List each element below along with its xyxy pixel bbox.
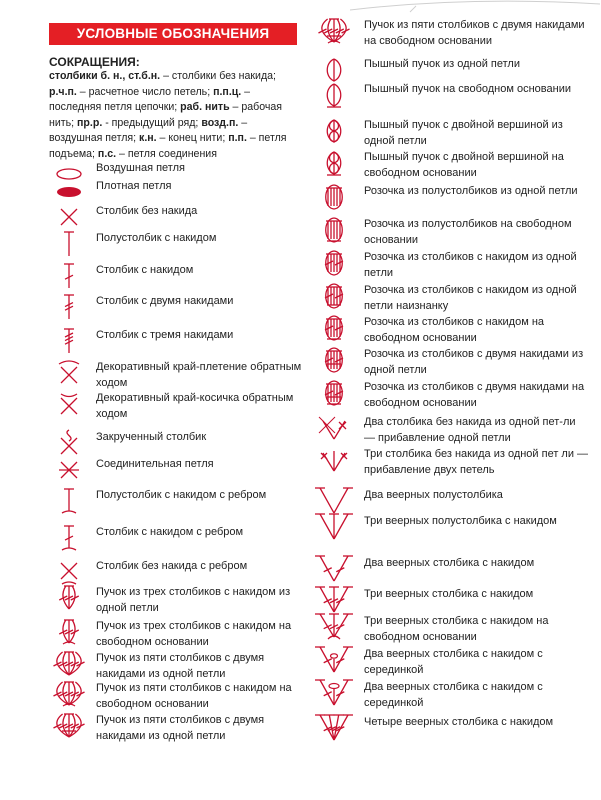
- symbol-label: Пучок из пяти столбиков с накидом на свободном основании: [96, 682, 292, 710]
- reverse-braid-edge-icon: [50, 358, 88, 388]
- symbol-label: Пышный пучок на свободном основании: [364, 83, 571, 95]
- symbol-label: Пучок из пяти столбиков с двумя накидами на свободном основании: [364, 19, 585, 47]
- cluster-3dc-free-base-icon: [50, 617, 88, 647]
- fan-2dc-middle-icon: [315, 645, 353, 675]
- symbol-label: Декоративный край-плетение обратным ходом: [96, 361, 302, 389]
- abbreviation-definition: – конец нити;: [156, 132, 229, 145]
- abbreviation-definition: – последняя петля цепочки;: [49, 85, 251, 114]
- fan-3hdc-icon: [315, 512, 353, 542]
- cluster-5tr-one-loop-2-icon: [50, 711, 88, 741]
- symbol-label: Воздушная петля: [96, 162, 185, 174]
- symbol-label: Два веерных столбика с накидом с серединкой: [364, 681, 543, 709]
- abbreviation-term: п.п.: [228, 132, 247, 145]
- abbreviation-definition: – расчетное число петель;: [76, 85, 214, 98]
- symbol-label: Пышный пучок с двойной вершиной из одной петли: [364, 119, 563, 147]
- single-crochet-icon: [50, 202, 88, 232]
- cluster-5tr-free-base-icon: [315, 16, 353, 46]
- symbol-label: Столбик с двумя накидами: [96, 295, 234, 307]
- symbol-label: Розочка из столбиков с накидом на свободном основании: [364, 316, 545, 344]
- symbol-label: Розочка из столбиков с накидом из одной петли: [364, 251, 577, 279]
- abbreviation-term: п.с.: [97, 147, 117, 160]
- symbol-label: Розочка из столбиков с двумя накидами из одной петли: [364, 348, 584, 376]
- fan-2dc-middle-2-icon: [315, 678, 353, 708]
- symbol-label: Три веерных столбика с накидом на свободном основании: [364, 615, 549, 643]
- symbol-label: Розочка из столбиков с накидом из одной петли наизнанку: [364, 284, 577, 312]
- symbol-label: Два веерных полустолбика: [364, 489, 503, 501]
- abbreviation-term: пр.р.: [77, 116, 103, 129]
- abbreviation-definition: - предыдущий ряд;: [102, 116, 202, 129]
- fan-4dc-icon: [315, 713, 353, 743]
- symbol-label: Розочка из столбиков с двумя накидами на свободном основании: [364, 381, 585, 409]
- symbol-label: Столбик без накида: [96, 205, 198, 217]
- abbreviation-definition: – столбики без накида;: [160, 70, 276, 82]
- fan-3dc-icon: [315, 585, 353, 615]
- symbol-label: Два веерных столбика с накидом с серединкой: [364, 648, 543, 676]
- twisted-stitch-icon: [50, 428, 88, 458]
- double-crochet-icon: [50, 261, 88, 291]
- half-double-crochet-icon: [50, 229, 88, 259]
- fan-3dc-free-base-icon: [315, 612, 353, 642]
- fan-2dc-icon: [315, 554, 353, 584]
- abbreviation-term: к.н.: [139, 132, 157, 145]
- abbreviation-term: столбики б. н., ст.б.н.: [49, 70, 161, 82]
- abbreviation-term: раб. нить: [180, 101, 230, 114]
- symbol-label: Розочка из полустолбиков на свободном основании: [364, 218, 572, 246]
- symbol-label: Столбик с тремя накидами: [96, 329, 234, 341]
- symbol-label: Закрученный столбик: [96, 431, 207, 443]
- abbreviation-term: возд.п.: [201, 116, 239, 129]
- popcorn-dc-one-loop-icon: [315, 248, 353, 278]
- cluster-3dc-one-loop-icon: [50, 583, 88, 613]
- puff-double-top-one-loop-icon: [315, 116, 353, 146]
- reverse-pigtail-edge-icon: [50, 389, 88, 419]
- symbol-label: Два веерных столбика с накидом: [364, 557, 535, 569]
- symbol-label: Плотная петля: [96, 180, 172, 192]
- popcorn-tr-free-base-icon: [315, 378, 353, 408]
- symbol-label: Два столбика без накида из одной пет-ли — прибавление одной петли: [364, 416, 576, 444]
- symbol-label: Пучок из пяти столбиков с двумя накидами из одной петли: [96, 714, 265, 742]
- popcorn-dc-free-base-icon: [315, 313, 353, 343]
- popcorn-tr-one-loop-icon: [315, 345, 353, 375]
- slip-stitch-icon: [50, 455, 88, 485]
- popcorn-hdc-free-base-icon: [315, 215, 353, 245]
- abbreviation-definition: – петля соединения: [116, 147, 217, 160]
- popcorn-hdc-one-loop-icon: [315, 182, 353, 212]
- page-title: УСЛОВНЫЕ ОБОЗНАЧЕНИЯ ПЕТЕЛЬ: [49, 23, 297, 45]
- symbol-label: Три веерных полустолбика с накидом: [364, 515, 557, 527]
- abbreviations-heading: СОКРАЩЕНИЯ:: [49, 55, 140, 69]
- symbol-label: Полустолбик с накидом с ребром: [96, 489, 267, 501]
- ribbed-hdc-icon: [50, 486, 88, 516]
- puff-double-top-free-base-icon: [315, 148, 353, 178]
- symbol-label: Декоративный край-косичка обратным ходом: [96, 392, 294, 420]
- symbol-label: Столбик с накидом: [96, 264, 194, 276]
- symbol-label: Три веерных столбика с накидом: [364, 588, 534, 600]
- symbol-label: Столбик с накидом с ребром: [96, 526, 244, 538]
- symbol-label: Четыре веерных столбика с накидом: [364, 716, 554, 728]
- cluster-5tr-one-loop-icon: [50, 649, 88, 679]
- treble-crochet-icon: [50, 292, 88, 322]
- symbol-label: Пучок из трех столбиков с накидом из одной петли: [96, 586, 291, 614]
- decorative-arc-icon: [350, 0, 600, 14]
- symbol-label: Пышный пучок из одной петли: [364, 58, 520, 70]
- symbol-label: Пучок из трех столбиков с накидом на свободном основании: [96, 620, 292, 648]
- abbreviation-term: р.ч.п.: [49, 85, 77, 98]
- popcorn-dc-one-loop-reverse-icon: [315, 281, 353, 311]
- symbol-label: Соединительная петля: [96, 458, 214, 470]
- sc-increase-2-icon: [315, 413, 353, 443]
- cluster-5dc-free-base-icon: [50, 679, 88, 709]
- symbol-label: Розочка из полустолбиков из одной петли: [364, 185, 578, 197]
- abbreviation-definition: – петля подъема;: [49, 132, 287, 160]
- symbol-label: Три столбика без накида из одной пет ли — прибавление двух петель: [364, 448, 589, 476]
- abbreviation-definition: – рабочая нить;: [49, 101, 283, 129]
- symbol-label: Столбик без накида с ребром: [96, 560, 248, 572]
- abbreviations-text: [49, 69, 299, 163]
- ribbed-dc-icon: [50, 523, 88, 553]
- puff-free-base-icon: [315, 80, 353, 110]
- sc-increase-3-icon: [315, 445, 353, 475]
- abbreviation-definition: – воздушная петля;: [49, 116, 248, 145]
- symbol-label: Пышный пучок с двойной вершиной на свободном основании: [364, 151, 564, 179]
- symbol-label: Пучок из пяти столбиков с двумя накидами из одной петли: [96, 652, 265, 680]
- double-treble-icon: [50, 326, 88, 356]
- abbreviation-term: п.п.ц.: [213, 85, 242, 98]
- symbol-label: Полустолбик с накидом: [96, 232, 217, 244]
